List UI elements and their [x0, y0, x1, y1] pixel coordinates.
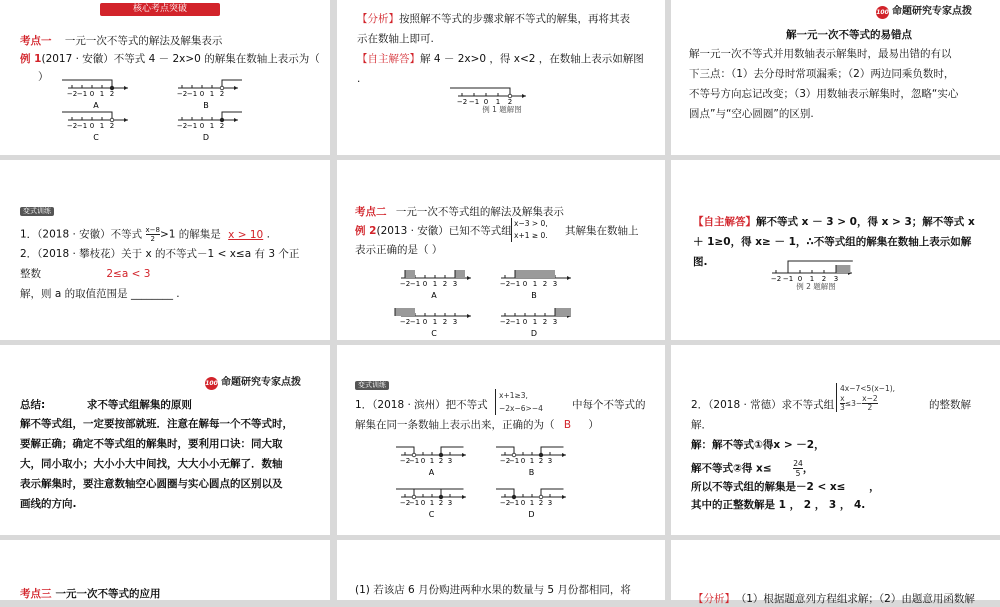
answer2-line1	[693, 214, 975, 230]
option-label: C	[428, 510, 435, 519]
summary-line-1: 解不等式组，一定要按部就班．注意在解每一个不等式时，	[20, 418, 293, 430]
practice2-q-post: 中每个不等式的	[572, 399, 646, 411]
solid-dot	[539, 453, 543, 457]
answer-text: 解 4 － 2x>0 ，得 x<2 ，在数轴上表示如解图	[420, 53, 644, 65]
tick-label: 1	[99, 90, 105, 98]
example2-text: (2013 · 安徽）已知不等式组	[376, 225, 512, 237]
practice3-q-post: 的整数解	[929, 399, 971, 411]
solution-line-4: 其中的正整数解是 1 ， 2 ， 3 ， 4.	[691, 499, 866, 511]
eq2-frac-right	[862, 395, 878, 412]
logo-mark: 100	[876, 6, 889, 19]
option-label: A	[428, 468, 435, 477]
system-eq1: 4x−7<5(x−1),	[840, 384, 896, 393]
tick-label: −2	[499, 280, 511, 288]
tick-label: −1	[409, 280, 421, 288]
tick-label: −1	[509, 280, 521, 288]
q1-answer: x > 10	[228, 228, 264, 241]
solution-line-1	[691, 437, 825, 453]
practice-q2-line2	[20, 266, 150, 282]
example-text: (2017 · 安徽）不等式 4 － 2x>0 的解集在数轴上表示为（	[41, 53, 320, 65]
practice-badge: 变式训练	[355, 381, 389, 390]
axis-arrow	[562, 453, 566, 457]
card-example-2	[337, 160, 665, 340]
tick-label: 3	[547, 499, 553, 507]
tick-label: −2	[399, 280, 411, 288]
example2-line2: 表示正确的是（ ）	[355, 244, 443, 256]
tick-label: 1	[532, 280, 538, 288]
summary-line-2: 要解正确；确定不等式组的解集时，要利用口诀：同大取	[20, 438, 283, 450]
tick-label: 0	[199, 122, 205, 130]
q1-end: .	[266, 228, 270, 241]
q-line2-text: 解集在同一条数轴上表示出来，正确的为（	[355, 419, 555, 431]
summary-label: 总结:	[20, 399, 46, 411]
fraction-denominator: 5	[795, 469, 801, 478]
system-eq2	[840, 395, 895, 412]
number-line	[396, 447, 466, 477]
tick-label: −2	[399, 318, 411, 326]
frac-num: x−2	[862, 394, 878, 403]
point3-text: 一元一次不等式的应用	[55, 588, 161, 600]
tick-label: 0	[520, 457, 526, 465]
axis-arrow	[562, 495, 566, 499]
sol2-fraction	[793, 459, 803, 478]
practice-q2-line3: 解，则 a 的取值范围是 ________ .	[20, 288, 180, 300]
practice-q1	[20, 226, 270, 243]
tick-label: 3	[547, 457, 553, 465]
analysis3-text: （1）根据题意列方程组求解；（2）由题意用函数解	[741, 593, 975, 605]
fraction-denominator: 2	[150, 235, 155, 243]
tick-label: 1	[99, 122, 105, 130]
option-label: D	[528, 510, 535, 519]
axis-arrow	[462, 453, 466, 457]
tick-label: 1	[429, 499, 435, 507]
solution-ray	[396, 489, 441, 497]
point2-text: 一元一次不等式组的解法及解集表示	[395, 206, 564, 218]
tick-label: 0	[422, 280, 428, 288]
answer-line-2: .	[357, 73, 361, 85]
solution-ray	[441, 447, 464, 455]
number-line	[496, 447, 566, 477]
answer2-line2: ＋ 1≥0，得 x≥ － 1，∴不等式组的解集在数轴上表示如解	[693, 236, 972, 248]
tick-label: 2	[542, 280, 548, 288]
card-answer-2	[671, 160, 1000, 340]
solution-line-2	[691, 459, 813, 478]
logo-text: 命题研究专家点拨	[892, 6, 972, 17]
tick-label: −2	[66, 122, 78, 130]
card-tips-1	[671, 0, 1000, 155]
solution-shade	[455, 270, 465, 278]
tick-label: 0	[797, 275, 803, 283]
tick-label: −2	[176, 90, 188, 98]
tick-label: 1	[532, 318, 538, 326]
answer2-text1: 解不等式 x － 3 > 0，得 x > 3；解不等式 x	[756, 216, 975, 228]
solution-ray	[541, 489, 564, 497]
tips-line-2: 下三点：（1）去分母时常项漏乘；（2）两边同乘负数时，	[689, 68, 955, 80]
option-label: D	[202, 133, 210, 142]
analysis-text: 按照解不等式的步骤求解不等式的解集，再将其表	[399, 13, 630, 25]
tick-label: 2	[538, 457, 544, 465]
solution-shade	[405, 270, 415, 278]
fruit-question-line: (1) 若该店 6 月份购进两种水果的数量与 5 月份都相同，将	[355, 584, 631, 596]
tick-label: 0	[522, 280, 528, 288]
tick-label: −2	[176, 122, 188, 130]
tick-label: −1	[76, 90, 88, 98]
expert-logo	[876, 4, 972, 20]
frac-den: 3	[840, 403, 845, 412]
tick-label: 2	[109, 90, 115, 98]
number-line	[500, 270, 571, 300]
tick-label: 3	[552, 318, 558, 326]
analysis3-tag: 【分析】	[693, 593, 735, 605]
number-line	[496, 489, 566, 519]
sol2-text: 解不等式②得 x≤	[691, 462, 772, 475]
solution-ray	[62, 112, 112, 120]
tick-label: −1	[782, 275, 794, 283]
tick-label: 3	[452, 280, 458, 288]
tick-label: 2	[109, 122, 115, 130]
summary-line-3: 大，同小取小；大小小大中间找，大大小小无解了．数轴	[20, 458, 283, 470]
summary-line-5: 画线的方向.	[20, 498, 77, 510]
point-heading	[20, 33, 222, 49]
tick-label: 2	[438, 499, 444, 507]
system-eq2: x+1 ≥ 0.	[514, 231, 548, 240]
axis-arrow	[234, 118, 238, 122]
example2-label: 例 2	[355, 225, 377, 237]
example2-text2: 其解集在数轴上	[565, 225, 639, 237]
open-dot	[512, 453, 516, 457]
tick-label: −2	[499, 499, 511, 507]
option-label: D	[530, 329, 538, 338]
axis-arrow	[467, 314, 471, 318]
tick-label: 2	[219, 122, 225, 130]
logo-text: 命题研究专家点拨	[221, 377, 301, 388]
tick-label: 0	[89, 90, 95, 98]
section-banner: 核心考点突破	[100, 3, 220, 16]
open-dot	[220, 86, 224, 90]
sol3-text: 所以不等式组的解集是－2 < x≤	[691, 481, 846, 493]
option-label: C	[93, 133, 99, 142]
tick-label: −2	[499, 457, 511, 465]
number-line	[450, 88, 526, 106]
sol1-value: x > －2，	[773, 439, 825, 451]
q1-prefix: 1．（2018 · 安徽）不等式	[20, 228, 143, 241]
expert-logo	[205, 375, 301, 391]
practice2-system	[495, 389, 543, 415]
card-point-3	[0, 540, 330, 600]
q2-answer: 2≤a < 3	[106, 268, 151, 280]
tick-label: 1	[209, 122, 215, 130]
example-1-solution-figure	[452, 82, 562, 118]
tick-label: 2	[542, 318, 548, 326]
card-practice-3	[671, 345, 1000, 535]
summary-heading: 求不等式组解集的原则	[86, 399, 192, 411]
system-eq1: x−3 > 0,	[514, 219, 548, 228]
axis-arrow	[467, 276, 471, 280]
tips-line-1: 解一元一次不等式并用数轴表示解集时，最易出错的有以	[689, 48, 952, 60]
axis-arrow	[234, 86, 238, 90]
option-label: B	[531, 291, 537, 300]
tick-label: 2	[442, 280, 448, 288]
axis-arrow	[124, 86, 128, 90]
analysis-line-1	[357, 11, 630, 27]
eq2-middle: ≤3−	[844, 398, 863, 408]
solid-dot	[512, 495, 516, 499]
example-close: ）	[38, 71, 49, 83]
solution-ray	[62, 80, 112, 88]
option-label: B	[203, 101, 209, 110]
tick-label: 2	[821, 275, 827, 283]
sol2-post: ，	[802, 462, 814, 475]
system-eq1: x+1≥3,	[499, 391, 528, 400]
solid-dot	[439, 453, 443, 457]
axis-arrow	[462, 495, 466, 499]
tick-label: 1	[432, 280, 438, 288]
tick-label: 2	[219, 90, 225, 98]
solution-line-3	[691, 479, 880, 495]
tick-label: 2	[442, 318, 448, 326]
figure-caption: 例 1 题解图	[482, 105, 522, 114]
open-dot	[412, 453, 416, 457]
answer2-tag: 【自主解答】	[693, 216, 756, 228]
tick-label: −1	[509, 318, 521, 326]
number-line	[771, 261, 853, 283]
solution-shade	[515, 270, 555, 278]
card-practice-1	[0, 160, 330, 340]
analysis-line-2: 示在数轴上即可.	[357, 33, 434, 45]
option-label: A	[93, 101, 99, 110]
solution-ray	[541, 447, 564, 455]
solid-dot	[220, 118, 224, 122]
example-1-options	[60, 74, 280, 144]
open-dot	[412, 495, 416, 499]
example-label: 例 1	[20, 53, 42, 65]
frac-num: x	[840, 394, 845, 403]
practice2-q-line1: 1．（2018 · 滨州）把不等式	[355, 399, 488, 411]
tick-label: −1	[76, 122, 88, 130]
practice2-answer: B	[563, 419, 572, 431]
figure-caption: 例 2 题解图	[796, 282, 836, 291]
example2-system	[511, 218, 548, 242]
tick-label: 3	[447, 457, 453, 465]
open-dot	[110, 118, 114, 122]
example2-question	[355, 223, 512, 239]
answer-line-1	[357, 51, 644, 67]
solution-ray	[450, 88, 510, 96]
number-line	[500, 308, 571, 338]
tick-label: −2	[66, 90, 78, 98]
number-line	[62, 112, 128, 142]
tick-label: 2	[538, 499, 544, 507]
point2-title: 考点二	[355, 206, 387, 218]
tick-label: −1	[408, 499, 420, 507]
tick-label: −1	[468, 98, 480, 106]
tick-label: 3	[552, 280, 558, 288]
tick-label: 1	[209, 90, 215, 98]
card-question-fruit	[337, 540, 665, 600]
solution-shade	[555, 308, 571, 316]
tick-label: −1	[186, 90, 198, 98]
tick-label: 1	[432, 318, 438, 326]
practice3-system	[836, 383, 895, 412]
tick-label: −1	[408, 457, 420, 465]
tick-label: 0	[199, 90, 205, 98]
tick-label: −2	[399, 499, 411, 507]
practice-badge: 变式训练	[20, 207, 54, 216]
number-line	[177, 80, 242, 110]
practice3-q-pre: 2．（2018 · 常德）求不等式组	[691, 399, 835, 411]
tick-label: 3	[452, 318, 458, 326]
card-example-1	[0, 0, 330, 155]
tick-label: 1	[495, 98, 501, 106]
practice2-q-line2	[355, 417, 599, 433]
axis-arrow	[522, 94, 526, 98]
q-line2-end: ）	[588, 419, 599, 431]
tick-label: −1	[186, 122, 198, 130]
q1-suffix: >1 的解集是	[159, 228, 221, 241]
logo-mark: 100	[205, 377, 218, 390]
tick-label: 1	[429, 457, 435, 465]
tick-label: 1	[529, 457, 535, 465]
analysis3-line	[693, 591, 975, 607]
number-line	[177, 112, 242, 142]
sol3-post: ，	[869, 481, 880, 493]
example-question	[20, 51, 320, 67]
solution-shade	[395, 308, 415, 316]
practice-2-options	[395, 435, 595, 519]
analysis-tag: 【分析】	[357, 13, 399, 25]
tick-label: 1	[529, 499, 535, 507]
q1-fraction	[146, 226, 160, 243]
tick-label: 2	[438, 457, 444, 465]
practice-q2-line1: 2．（2018 · 攀枝花）关于 x 的不等式－1 < x≤a 有 3 个正	[20, 248, 300, 260]
tick-label: 0	[422, 318, 428, 326]
tips-line-4: 圆点”与“空心圆圈”的区别.	[689, 108, 814, 120]
axis-arrow	[124, 118, 128, 122]
tick-label: −1	[508, 499, 520, 507]
tips-line-3: 不等号方向忘记改变；（3）用数轴表示解集时，忽略“实心	[689, 88, 959, 100]
point-text: 一元一次不等式的解法及解集表示	[64, 35, 223, 47]
tick-label: −2	[499, 318, 511, 326]
number-line	[62, 80, 128, 110]
example-2-solution-figure	[766, 253, 866, 291]
number-line	[395, 308, 471, 338]
example-2-options	[397, 258, 587, 338]
point3-heading	[20, 586, 161, 602]
sol1-text: 解：解不等式①得	[691, 439, 774, 451]
tick-label: 0	[420, 457, 426, 465]
tick-label: 2	[507, 98, 513, 106]
fraction-numerator: x−8	[145, 226, 160, 234]
answer-tag: 【自主解答】	[357, 53, 420, 65]
option-label: C	[431, 329, 437, 338]
solid-dot	[439, 495, 443, 499]
tick-label: −2	[770, 275, 782, 283]
number-line	[396, 489, 466, 519]
card-analysis-1	[337, 0, 665, 155]
number-line	[400, 270, 471, 300]
option-label: A	[431, 291, 437, 300]
tick-label: 3	[833, 275, 839, 283]
solution-ray	[414, 489, 464, 497]
tick-label: 0	[483, 98, 489, 106]
summary-title	[20, 397, 192, 413]
point-title: 考点一	[20, 35, 52, 47]
tick-label: 0	[89, 122, 95, 130]
tick-label: 0	[420, 499, 426, 507]
system-eq2: −2x−6>−4	[499, 404, 543, 413]
axis-arrow	[567, 276, 571, 280]
tick-label: −2	[456, 98, 468, 106]
open-dot	[508, 94, 512, 98]
option-label: B	[528, 468, 535, 477]
solution-shade	[836, 265, 850, 273]
card-analysis-3	[671, 540, 1000, 605]
solution-ray	[222, 80, 242, 88]
tick-label: 0	[522, 318, 528, 326]
solution-ray	[222, 112, 242, 120]
frac-den: 2	[867, 403, 873, 412]
tick-label: 0	[520, 499, 526, 507]
tick-label: −2	[399, 457, 411, 465]
card-summary	[0, 345, 330, 535]
tick-label: −1	[409, 318, 421, 326]
open-dot	[539, 495, 543, 499]
q2-line2-text: 整数	[20, 268, 41, 280]
answer2-line3: 图.	[693, 256, 708, 268]
fraction-numerator: 24	[793, 459, 803, 468]
card-practice-2	[337, 345, 665, 535]
point3-title: 考点三	[20, 588, 52, 600]
tick-label: 1	[809, 275, 815, 283]
tick-label: 3	[447, 499, 453, 507]
solid-dot	[110, 86, 114, 90]
practice3-line2: 解．	[691, 419, 712, 431]
tick-label: −1	[508, 457, 520, 465]
summary-line-4: 表示解集时，要注意数轴空心圆圈与实心圆点的区别以及	[20, 478, 283, 490]
tips-title: 解一元一次不等式的易错点	[786, 29, 912, 41]
